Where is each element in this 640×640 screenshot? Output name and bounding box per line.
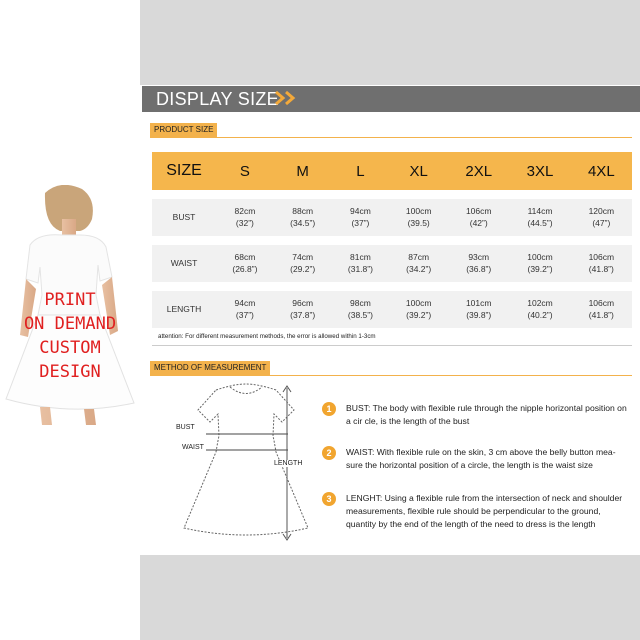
measure-text: WAIST: With flexible rule on the skin, 3 cm above the belly button mea-sure the horizontal position of a circle, the length is the waist size: [346, 447, 616, 470]
method-of-measurement-label: METHOD OF MEASUREMENT: [150, 361, 270, 375]
table-cell: 100cm (39.2”): [389, 291, 448, 328]
measure-item-length: [322, 492, 627, 536]
size-header-cell: M: [274, 152, 332, 190]
waist-row: [152, 245, 632, 282]
row-label: BUST: [152, 199, 216, 236]
table-cell: 100cm (39.2”): [509, 245, 570, 282]
row-label: LENGTH: [152, 291, 216, 328]
table-cell: 106cm (41.8”): [571, 245, 632, 282]
double-chevron-right-icon: [274, 89, 300, 107]
length-row: [152, 291, 632, 328]
table-cell: 68cm (26.8”): [216, 245, 274, 282]
table-cell: 94cm (37”): [332, 199, 390, 236]
measure-text: LENGHT: Using a flexible rule from the intersection of neck and shoulder measurements, flexible rule should be perpendicular to the ground, quantity by the end of the length of the need to dress is the length: [346, 493, 623, 529]
product-size-label: PRODUCT SIZE: [150, 123, 217, 137]
measure-text: BUST: The body with flexible rule through the nipple horizontal position on a cir cle, is the length of the bust: [346, 403, 627, 426]
bottom-gray-band: [140, 555, 640, 640]
size-header-cell: L: [332, 152, 390, 190]
measure-item-waist: [322, 446, 627, 476]
step-number-badge: 1: [322, 402, 336, 416]
diagram-waist-label: WAIST: [182, 444, 204, 451]
diagram-bust-label: BUST: [176, 424, 195, 431]
attention-note: attention: For different measurement methods, the error is allowed within 1-3cm: [158, 333, 376, 340]
size-header-cell: S: [216, 152, 274, 190]
bust-row: [152, 199, 632, 236]
table-cell: 102cm (40.2”): [509, 291, 570, 328]
step-number-badge: 2: [322, 446, 336, 460]
step-number-badge: 3: [322, 492, 336, 506]
table-cell: 81cm (31.8”): [332, 245, 390, 282]
table-cell: 120cm (47”): [571, 199, 632, 236]
size-header-cell: 3XL: [509, 152, 570, 190]
table-cell: 100cm (39.5): [389, 199, 448, 236]
size-header-row: [152, 152, 632, 190]
note-divider: [152, 345, 632, 346]
table-cell: 106cm (41.8”): [571, 291, 632, 328]
table-cell: 82cm (32”): [216, 199, 274, 236]
table-cell: 96cm (37.8”): [274, 291, 332, 328]
table-cell: 94cm (37”): [216, 291, 274, 328]
banner-title: DISPLAY SIZE: [156, 89, 279, 109]
display-size-banner: [142, 86, 640, 112]
table-cell: 93cm (36.8”): [448, 245, 509, 282]
row-label: WAIST: [152, 245, 216, 282]
diagram-length-label: LENGTH: [274, 460, 303, 467]
size-header-cell: 4XL: [571, 152, 632, 190]
method-rule: [150, 375, 632, 376]
measure-item-bust: [322, 402, 627, 432]
table-cell: 101cm (39.8”): [448, 291, 509, 328]
table-cell: 106cm (42”): [448, 199, 509, 236]
table-cell: 87cm (34.2”): [389, 245, 448, 282]
table-cell: 74cm (29.2”): [274, 245, 332, 282]
table-cell: 98cm (38.5”): [332, 291, 390, 328]
table-cell: 114cm (44.5”): [509, 199, 570, 236]
size-table: [152, 152, 632, 328]
product-size-rule: [150, 137, 632, 138]
print-on-demand-text: PRINT ON DEMAND CUSTOM DESIGN: [23, 290, 117, 382]
size-header-cell: 2XL: [448, 152, 509, 190]
size-header-cell: SIZE: [152, 152, 216, 190]
size-header-cell: XL: [389, 152, 448, 190]
top-gray-band: [140, 0, 640, 85]
table-cell: 88cm (34.5”): [274, 199, 332, 236]
